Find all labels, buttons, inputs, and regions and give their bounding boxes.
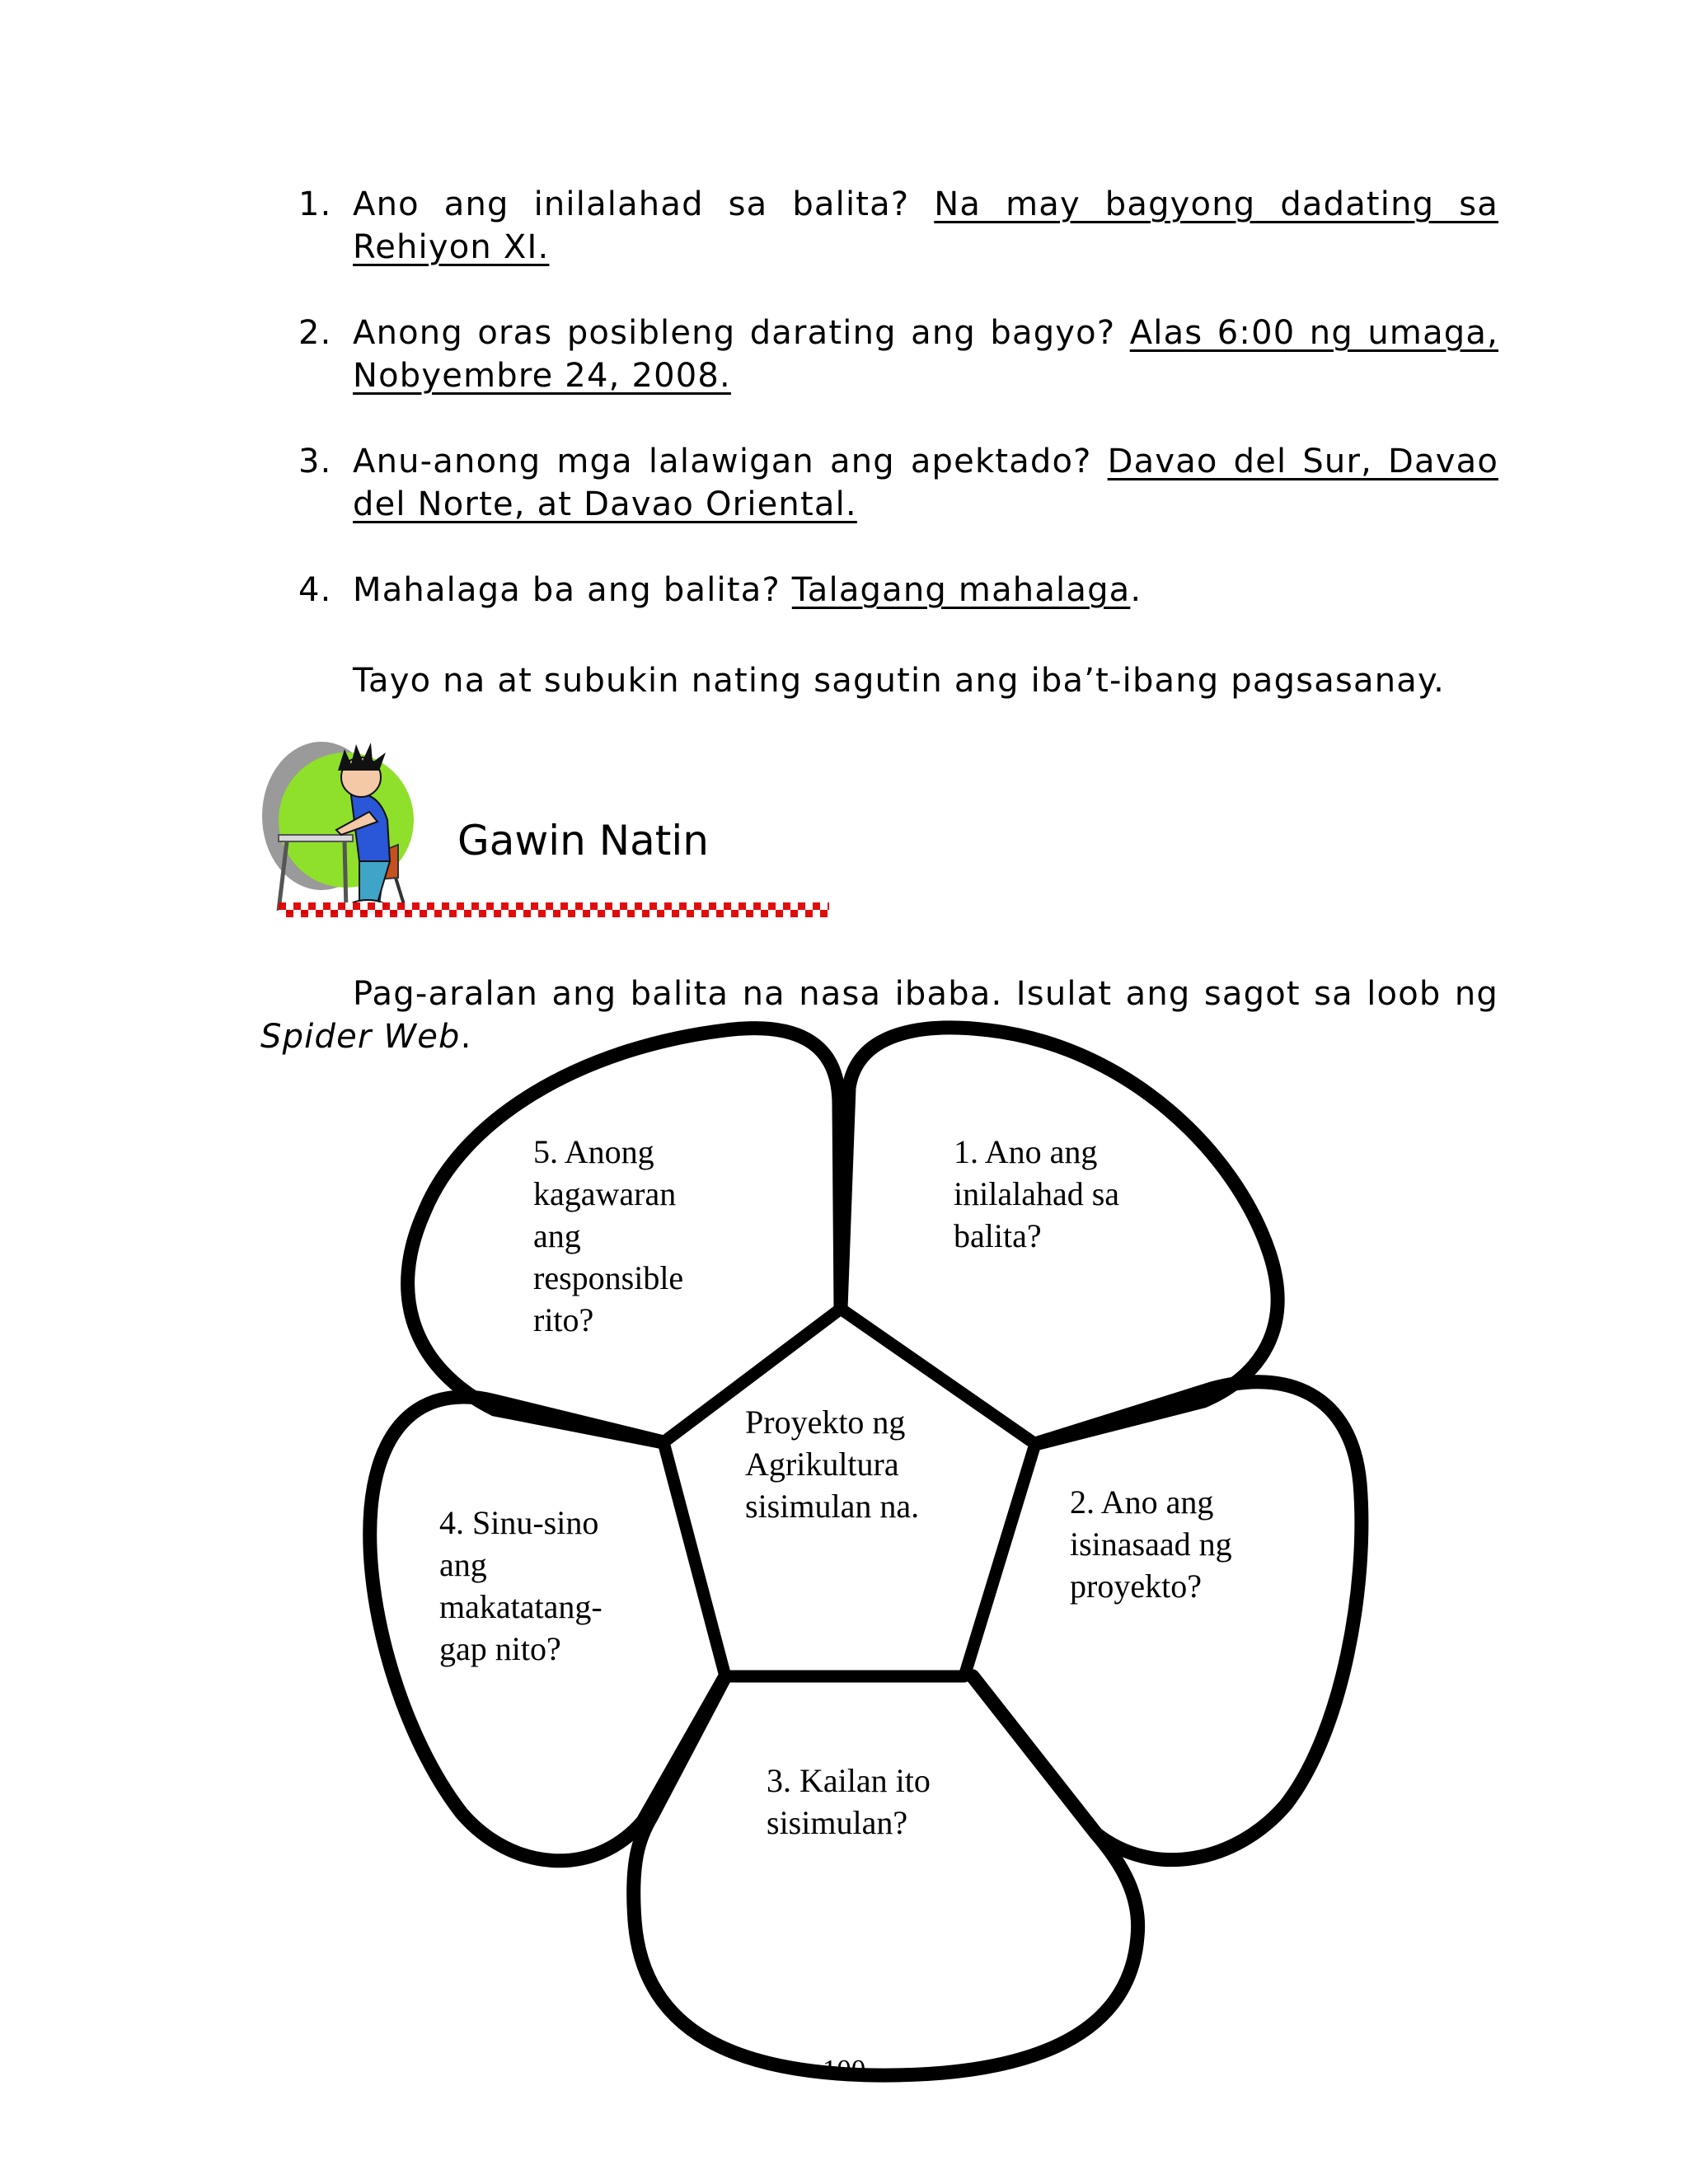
section-title: Gawin Natin bbox=[457, 817, 709, 865]
petal-5-text: 5. Anong kagawaran ang responsible rito? bbox=[533, 1133, 684, 1338]
answer-tail: . bbox=[1130, 571, 1142, 609]
petal-3-outline bbox=[634, 1676, 1138, 2075]
answer-text: Na may bagyong dadating sa Rehiyon XI. bbox=[353, 185, 1498, 266]
petal-3-text: 3. Kailan ito sisimulan? bbox=[767, 1762, 931, 1841]
question-text: Ano ang inilalahad sa balita? bbox=[353, 185, 935, 223]
instruction-text: Pag-aralan ang balita na nasa ibaba. Isulat ang sagot sa loob ng bbox=[353, 975, 1498, 1013]
question-text: Anong oras posibleng darating ang bagyo? bbox=[353, 314, 1130, 352]
petal-4-text: 4. Sinu-sino ang makatatang- gap nito? bbox=[439, 1504, 603, 1667]
question-number: 1. bbox=[298, 185, 332, 223]
answer-text: Davao del Sur, Davao del Norte, at Davao Oriental. bbox=[353, 443, 1498, 523]
answer-text: Talagang mahalaga bbox=[791, 571, 1131, 609]
question-number: 3. bbox=[298, 443, 332, 480]
instruction-emphasis: Spider Web bbox=[260, 1018, 461, 1056]
instruction-tail: . bbox=[460, 1018, 472, 1056]
question-number: 2. bbox=[298, 314, 332, 352]
question-text: Anu-anong mga lalawigan ang apektado? bbox=[353, 443, 1108, 480]
transition-text: Tayo na at subukin nating sagutin ang iba’t-ibang pagsasanay. bbox=[353, 662, 1446, 700]
page-number: 100 bbox=[822, 2054, 866, 2086]
petal-1-text: 1. Ano ang inilalahad sa balita? bbox=[954, 1133, 1120, 1254]
petal-2-text: 2. Ano ang isinasaad ng proyekto? bbox=[1070, 1483, 1232, 1605]
question-number: 4. bbox=[298, 571, 332, 609]
center-text: Proyekto ng Agrikultura sisimulan na. bbox=[745, 1404, 920, 1525]
question-text: Mahalaga ba ang balita? bbox=[353, 571, 792, 609]
answer-text: Alas 6:00 ng umaga, Nobyembre 24, 2008. bbox=[353, 314, 1498, 395]
